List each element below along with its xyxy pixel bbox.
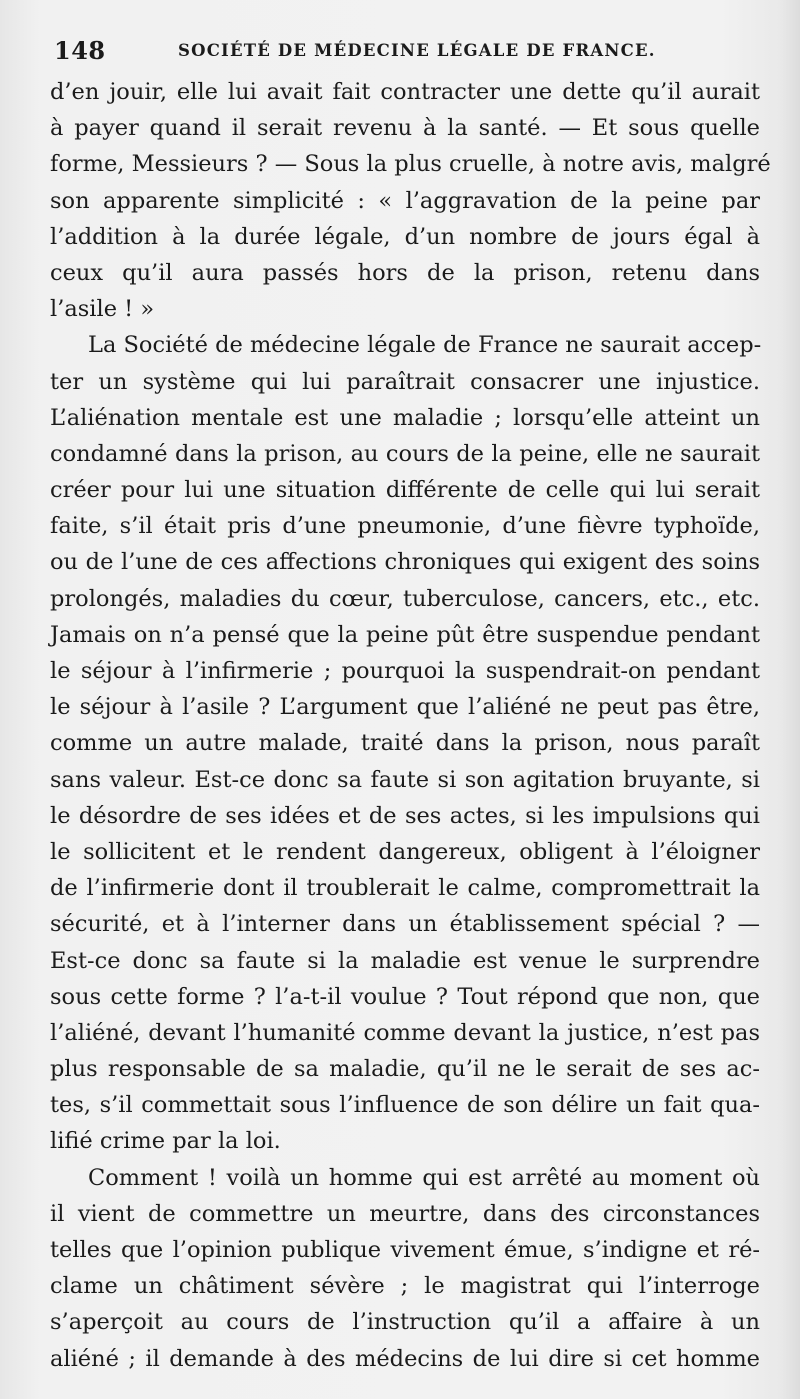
text-line: le séjour à l’asile ? L’argument que l’aliéné ne peut pas être, <box>50 694 760 721</box>
text-line: L’aliénation mentale est une maladie ; lorsqu’elle atteint un <box>50 404 760 431</box>
text-line: ou de l’une de ces affections chroniques qui exigent des soins <box>50 549 760 576</box>
text-line: créer pour lui une situation différente de celle qui lui serait <box>50 477 760 504</box>
text-line: tes, s’il commettait sous l’influence de son délire un fait qua- <box>50 1092 760 1119</box>
text-line: sécurité, et à l’interner dans un établissement spécial ? — <box>50 911 760 938</box>
text-line: le sollicitent et le rendent dangereux, obligent à l’éloigner <box>50 838 760 865</box>
text-line: il vient de commettre un meurtre, dans des circonstances <box>50 1200 760 1227</box>
text-line: clame un châtiment sévère ; le magistrat qui l’interroge <box>50 1273 760 1300</box>
text-line: d’en jouir, elle lui avait fait contracter une dette qu’il aurait <box>50 79 760 105</box>
text-line: condamné dans la prison, au cours de la peine, elle ne saurait <box>50 440 760 467</box>
text-line: le désordre de ses idées et de ses actes, si les impulsions qui <box>50 802 760 829</box>
paragraph-first-line: La Société de médecine légale de France ne saurait accep- <box>88 332 762 359</box>
text-line: plus responsable de sa maladie, qu’il ne le serait de ses ac- <box>50 1056 760 1083</box>
text-line: de l’infirmerie dont il troublerait le calme, compromettrait la <box>50 875 760 902</box>
text-line: lifié crime par la loi. <box>50 1128 281 1155</box>
text-line: Est-ce donc sa faute si la maladie est venue le surprendre <box>50 947 760 974</box>
page-number: 148 <box>54 36 106 65</box>
page-header <box>54 36 744 66</box>
text-line: ceux qu’il aura passés hors de la prison, retenu dans <box>50 259 760 286</box>
text-line: forme, Messieurs ? — Sous la plus cruelle, à notre avis, malgré <box>50 151 771 178</box>
text-line: sous cette forme ? l’a-t-il voulue ? Tout répond que non, que <box>50 983 760 1010</box>
text-line: Jamais on n’a pensé que la peine pût être suspendue pendant <box>50 621 760 648</box>
text-line: prolongés, maladies du cœur, tuberculose, cancers, etc., etc. <box>50 585 760 612</box>
text-line: comme un autre malade, traité dans la prison, nous paraît <box>50 730 760 757</box>
text-line: ter un système qui lui paraîtrait consacrer une injustice. <box>50 368 760 395</box>
text-line: s’aperçoit au cours de l’instruction qu’il a affaire à un <box>50 1309 760 1336</box>
text-line: l’addition à la durée légale, d’un nombre de jours égal à <box>50 223 760 250</box>
text-line: le séjour à l’infirmerie ; pourquoi la suspendrait-on pendant <box>50 658 760 684</box>
running-head: SOCIÉTÉ DE MÉDECINE LÉGALE DE FRANCE. <box>178 41 656 60</box>
text-line: à payer quand il serait revenu à la santé. — Et sous quelle <box>50 115 760 142</box>
text-line: aliéné ; il demande à des médecins de lui dire si cet homme <box>50 1345 760 1372</box>
text-line: telles que l’opinion publique vivement émue, s’indigne et ré- <box>50 1237 760 1263</box>
body-text <box>50 74 771 1377</box>
text-line: l’aliéné, devant l’humanité comme devant la justice, n’est pas <box>50 1019 760 1046</box>
text-line: sans valeur. Est-ce donc sa faute si son agitation bruyante, si <box>50 766 760 793</box>
text-line: faite, s’il était pris d’une pneumonie, d’une fièvre typhoïde, <box>50 513 760 540</box>
text-line: l’asile ! » <box>50 296 155 323</box>
paragraph-first-line: Comment ! voilà un homme qui est arrêté au moment où <box>88 1164 760 1191</box>
text-line: son apparente simplicité : « l’aggravation de la peine par <box>50 187 760 214</box>
